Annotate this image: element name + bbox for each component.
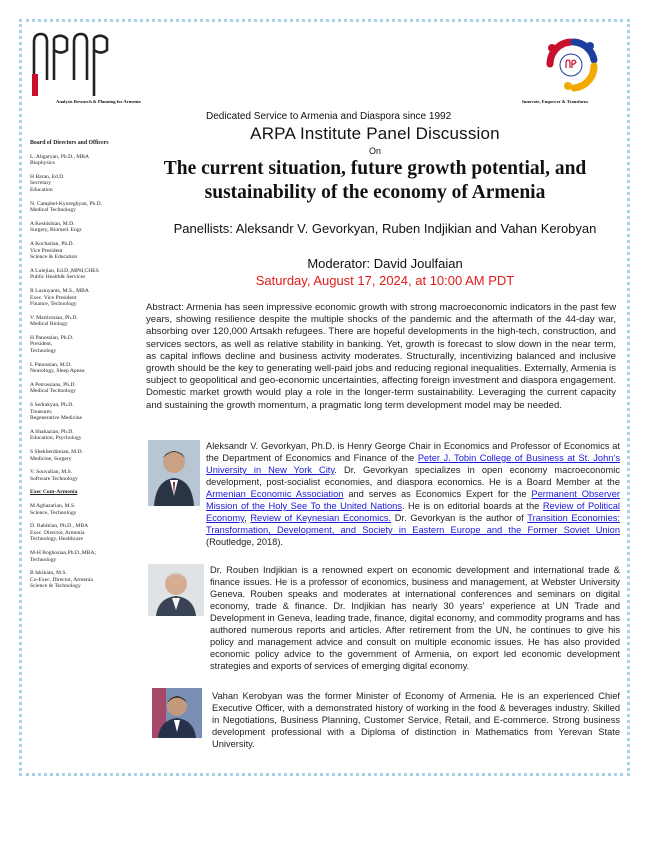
member-detail: Exec. Director, Armenia [30, 529, 85, 536]
board-member [30, 154, 138, 167]
review-political-economy-link[interactable]: Review of Political Economy [206, 501, 620, 523]
member-name: H Baran, Ed.D. [30, 173, 65, 180]
gevorkyan-text-5: , [244, 513, 251, 523]
member-detail: Finance, Technology [30, 301, 77, 308]
member-detail: Technology [30, 348, 57, 355]
board-member [30, 288, 138, 308]
member-detail: Medical Technology [30, 207, 76, 214]
member-name: A Kocharian, Ph.D. [30, 240, 74, 247]
kerobyan-bio: Vahan Kerobyan was the former Minister of Economy of Armenia. He is an experienced Chief Executive Officer, with a demonstrated history of working in the food & beverages industry. Skilled in Negotiations, Business Planning, Customer Service, Retail, and E-commerce. Strong business development professional with a Diploma of distinction in Mathematics from Yerevan State University. [212, 691, 620, 749]
service-line: Dedicated Service to Armenia and Diaspora since 1992 [206, 111, 452, 122]
board-member [30, 503, 138, 516]
member-name: D. Babikian, Ph.D., MBA [30, 523, 89, 530]
board-member [30, 469, 138, 482]
arpa-logo [30, 30, 110, 98]
member-detail: Science & Technology [30, 583, 81, 590]
board-member [30, 362, 138, 375]
board-heading: Board of Directors and Officers [30, 140, 109, 146]
member-name: N. Campbel-Kyureghyan, Ph.D. [30, 200, 103, 207]
member-name: A Lulejian, Ed.D.,MPH,CHES [30, 267, 99, 274]
board-member [30, 523, 138, 543]
member-detail: Neurology, Sleep Apnea [30, 368, 85, 375]
board-member [30, 550, 138, 563]
member-name: M-H Boghosian,Ph.D.,MBA; [30, 549, 97, 556]
left-logo-tagline: Analysis Research & Planning for Armenia [56, 99, 141, 104]
board-member [30, 241, 138, 261]
member-name: L. Abgaryan, Ph.D., MBA [30, 153, 90, 160]
board-member [30, 268, 138, 281]
gevorkyan-photo [148, 440, 200, 506]
exec-com-heading: Exec Com-Armenia [30, 489, 78, 496]
member-detail: Science, Technology [30, 509, 77, 516]
board-sidebar [30, 140, 138, 597]
indjikian-bio: Dr. Rouben Indjikian is a renowned expert on economic development and international trade & finance issues. He is a professor of economics, business and management, at Webster University Geneva. Rouben speaks and moderates at international conferences and seminars on digital economy, trade & finance. Dr. Indjikian has nearly 30 years’ experience at UN Trade and Development in Geneva, leading trade, finance, digital economy, and commodity programs and has authored numerous reports and articles. After retirement from the UN, he continues to give his policy and management advice and consult on multiple economic issues. He has also provided economic policy advice to the government of Armenia, on export led economic development strategies and exports of services of emerging digital economy. [210, 565, 620, 671]
holy-see-mission-link[interactable]: Permanent Observer Mission of the Holy See To the United Nations [206, 489, 620, 511]
board-member [30, 429, 138, 442]
member-detail: Surgery, Biomed. Engr. [30, 227, 83, 234]
member-detail: Education [30, 186, 53, 193]
member-name: R Lusinyants, M.S., MBA [30, 287, 89, 294]
member-detail: Medical Technology [30, 388, 76, 395]
gevorkyan-bio-top [206, 440, 620, 548]
armenian-economic-association-link[interactable]: Armenian Economic Association [206, 489, 344, 499]
abstract: Abstract: Armenia has seen impressive economic growth with strong macroeconomic indicators in the past few years, showing resilience despite the multiple shocks of the pandemic and the aftermath of the 44-day war, absorbing over 120,000 Artsakh refugees. There are hopeful developments in the high-tech, construction, and services sectors, as well as relative stability in banking. Yet, growth is forecast to slow down in the near term, as capital inflows decline and business activity moderates. Structurally, incentivizing balanced and inclusive growth should be the key to generating well-paid jobs and reducing regional inequalities. Externally, Armenia is subject to geopolitical and geo-economic uncertainties, affecting foreign investment and diaspora engagement. Domestic market growth would play a role in the longer-term sustainability. Leveraging the current capacity and sustaining the growth momentum, a pragmatic long term development model may be needed. [146, 302, 616, 411]
transition-economies-link[interactable]: Transition Economies: Transformation, Development, and Society in Eastern Europe and the Former Soviet Union [206, 513, 621, 535]
board-member [30, 315, 138, 328]
right-logo-tagline: Innovate, Empower & Transform [522, 99, 588, 104]
member-detail: Regenerative Medicine [30, 415, 83, 422]
member-name: V. Souvalian, M.S. [30, 469, 73, 476]
event-date: Saturday, August 17, 2024, at 10:00 AM PDT [255, 273, 515, 288]
board-member [30, 402, 138, 422]
gevorkyan-text-6: Dr. Gevorkyan is the author of [391, 513, 528, 523]
on-word: On [368, 146, 381, 156]
member-detail: Technology, Healthcare [30, 536, 83, 543]
tobin-college-link[interactable]: Peter J. Tobin College of Business at St. John’s University in New York City [206, 453, 620, 475]
member-name: A Shahazian, Ph.D. [30, 428, 74, 435]
gevorkyan-text-2: . Dr. Gevorkyan specializes in open economy macroeconomic development, post-socialist economies, and diaspora economics. He is a Board Member at the [206, 465, 620, 487]
member-name: B Iskikian, M.S. [30, 570, 67, 577]
board-member [30, 335, 138, 355]
member-detail: Vice President [30, 247, 63, 254]
moderator: Moderator: David Joulfaian [307, 256, 463, 271]
board-member [30, 174, 138, 194]
board-member [30, 201, 138, 214]
member-detail: President, [30, 341, 53, 348]
member-detail: Medical Biology [30, 321, 68, 328]
member-detail: Education, Psychology [30, 435, 82, 442]
member-name: V. Martirosian, Ph.D. [30, 314, 78, 321]
member-name: S Shekherdimian, M.D. [30, 449, 83, 455]
panellists: Panellists: Aleksandr V. Gevorkyan, Ruben Indjikian and Vahan Kerobyan [173, 221, 597, 236]
gevorkyan-text-4: . He is on editorial boards at the [401, 501, 543, 511]
kerobyan-photo [152, 688, 202, 738]
member-detail: Biophysics [30, 160, 55, 167]
member-name: A Keshishian, M.D. [30, 220, 75, 227]
page-title: The current situation, future growth potential, and sustainability of the economy of Armenia [163, 158, 587, 203]
member-detail: Technology [30, 556, 57, 563]
board-member [30, 449, 138, 462]
board-member [30, 221, 138, 234]
member-detail: Exec. Vice President [30, 294, 77, 301]
gevorkyan-text-7: (Routledge, 2018). [206, 537, 284, 547]
review-keynesian-economics-link[interactable]: Review of Keynesian Economics. [250, 513, 392, 523]
member-detail: Software Technology [30, 475, 78, 482]
event-title: ARPA Institute Panel Discussion [250, 124, 500, 143]
member-name: H Panossian, Ph.D. [30, 334, 74, 341]
member-detail: Public Health& Services [30, 274, 86, 281]
gevorkyan-text-3: and serves as Economics Expert for the [343, 489, 532, 499]
board-member [30, 382, 138, 395]
indjikian-photo [148, 564, 204, 616]
board-list [30, 154, 138, 483]
exec-list [30, 503, 138, 590]
innovate-logo [540, 34, 602, 96]
member-detail: Science & Education [30, 254, 78, 261]
board-member [30, 570, 138, 590]
member-detail: Co-Exec. Director, Armenia [30, 576, 93, 583]
member-name: A Petrossians, Ph.D. [30, 381, 76, 388]
member-detail: Treasurer, [30, 408, 53, 415]
member-name: M Aghazarian, M.S. [30, 502, 76, 509]
gevorkyan-text-1: Aleksandr V. Gevorkyan, Ph.D. is Henry George Chair in Economics and Professor of Economics at the Department of Economics and Finance of the [206, 441, 620, 463]
member-detail: Secretary [30, 180, 52, 187]
member-detail: Medicine, Surgery [30, 455, 72, 462]
member-name: S Sedrakyan, Ph.D. [30, 402, 74, 409]
member-name: L Panossian, M.D. [30, 361, 72, 368]
